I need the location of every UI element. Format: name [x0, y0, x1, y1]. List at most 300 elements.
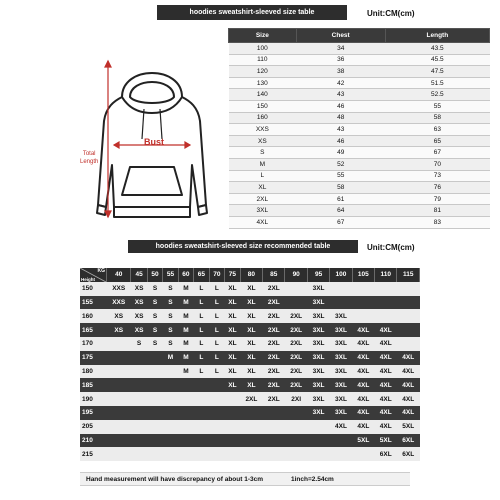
size-recommendation-cell	[352, 309, 374, 323]
weight-header: 105	[352, 268, 374, 282]
weight-header: 70	[209, 268, 224, 282]
size-recommendation-cell: 4XL	[397, 378, 420, 392]
size-recommendation-cell: 2XL	[240, 392, 262, 406]
size-recommendation-cell	[107, 434, 131, 448]
size-table-row	[229, 170, 490, 182]
size-recommendation-cell: 3XL	[307, 282, 329, 296]
size-table-row	[229, 100, 490, 112]
size-recommendation-cell	[107, 406, 131, 420]
size-table	[228, 28, 490, 229]
recommended-row	[80, 434, 420, 448]
size-recommendation-cell: M	[163, 351, 178, 365]
size-recommendation-cell	[375, 309, 397, 323]
size-recommendation-cell	[330, 434, 352, 448]
size-recommendation-cell: XL	[240, 378, 262, 392]
size-recommendation-cell: XL	[225, 365, 241, 379]
size-table-row	[229, 112, 490, 124]
size-recommendation-cell	[107, 378, 131, 392]
size-recommendation-cell: 4XL	[352, 365, 374, 379]
size-cell: 4XL	[229, 216, 297, 228]
size-recommendation-cell: L	[209, 282, 224, 296]
chest-cell: 42	[296, 77, 385, 89]
size-recommendation-cell: 2XL	[285, 351, 307, 365]
size-recommendation-cell	[375, 282, 397, 296]
size-recommendation-cell	[285, 296, 307, 310]
chest-cell: 38	[296, 66, 385, 78]
weight-header: 115	[397, 268, 420, 282]
size-recommendation-cell: 4XL	[375, 392, 397, 406]
size-recommendation-cell	[285, 406, 307, 420]
recommended-row	[80, 337, 420, 351]
size-recommendation-cell	[131, 434, 147, 448]
size-recommendation-cell: 4XL	[330, 420, 352, 434]
chest-cell: 52	[296, 158, 385, 170]
size-recommendation-cell: XXS	[107, 282, 131, 296]
size-recommendation-cell: S	[163, 337, 178, 351]
size-recommendation-cell	[352, 282, 374, 296]
size-recommendation-cell	[147, 392, 162, 406]
size-recommendation-cell	[375, 296, 397, 310]
size-recommendation-cell: 3XL	[307, 337, 329, 351]
size-recommendation-cell	[147, 365, 162, 379]
size-recommendation-cell: 2XL	[263, 378, 285, 392]
size-recommendation-cell	[225, 392, 241, 406]
chest-cell: 58	[296, 182, 385, 194]
size-cell: 160	[229, 112, 297, 124]
size-table-header-row	[229, 29, 490, 43]
height-cell: 215	[80, 447, 107, 461]
chest-cell: 61	[296, 193, 385, 205]
size-recommendation-cell	[240, 434, 262, 448]
size-recommendation-cell	[107, 420, 131, 434]
size-recommendation-cell	[209, 378, 224, 392]
size-recommendation-cell: XL	[225, 296, 241, 310]
size-recommendation-cell: 4XL	[352, 392, 374, 406]
size-recommendation-cell	[397, 323, 420, 337]
recommended-row	[80, 296, 420, 310]
size-recommendation-cell	[194, 447, 209, 461]
corner-cell	[80, 268, 107, 282]
size-recommendation-cell	[263, 434, 285, 448]
size-recommendation-cell	[397, 282, 420, 296]
size-recommendation-cell	[330, 296, 352, 310]
size-recommendation-cell	[147, 378, 162, 392]
size-table-row	[229, 43, 490, 55]
total-length-label	[80, 150, 98, 166]
size-recommendation-cell: 5XL	[375, 434, 397, 448]
size-recommendation-cell: S	[163, 282, 178, 296]
size-table-title: hoodies sweatshirt-sleeved size table	[189, 9, 315, 16]
size-recommendation-cell: M	[178, 282, 193, 296]
size-recommendation-cell	[163, 420, 178, 434]
size-recommendation-cell: 4XL	[397, 351, 420, 365]
chest-cell: 48	[296, 112, 385, 124]
size-recommendation-cell: XS	[131, 309, 147, 323]
size-recommendation-cell: 4XL	[375, 323, 397, 337]
size-recommendation-cell: L	[209, 337, 224, 351]
size-recommendation-cell: XL	[225, 351, 241, 365]
size-table-row	[229, 158, 490, 170]
size-recommendation-cell: 4XL	[397, 406, 420, 420]
length-cell: 52.5	[385, 89, 489, 101]
size-recommendation-cell: 3XL	[330, 309, 352, 323]
chest-cell: 46	[296, 100, 385, 112]
height-cell: 205	[80, 420, 107, 434]
size-recommendation-cell: XL	[225, 337, 241, 351]
footer-note: Hand measurement will have discrepancy of about 1-3cm	[86, 475, 264, 483]
chest-cell: 64	[296, 205, 385, 217]
size-recommendation-cell	[307, 447, 329, 461]
recommended-unit: Unit:CM(cm)	[367, 243, 415, 252]
size-recommendation-cell: 2XL	[263, 337, 285, 351]
size-table-title-bar	[157, 5, 347, 20]
size-recommendation-cell: 3XL	[307, 406, 329, 420]
size-recommendation-cell: 3XL	[330, 337, 352, 351]
size-table-row	[229, 89, 490, 101]
chest-cell: 43	[296, 89, 385, 101]
size-recommendation-cell	[178, 447, 193, 461]
size-recommendation-cell: 2XL	[263, 392, 285, 406]
size-recommendation-cell: 3XL	[330, 406, 352, 420]
size-table-row	[229, 205, 490, 217]
size-recommendation-cell	[307, 420, 329, 434]
height-cell: 155	[80, 296, 107, 310]
chest-cell: 46	[296, 135, 385, 147]
size-recommendation-cell: 6XL	[375, 447, 397, 461]
size-recommendation-cell	[131, 365, 147, 379]
size-table-row	[229, 182, 490, 194]
size-recommendation-cell	[397, 296, 420, 310]
length-cell: 79	[385, 193, 489, 205]
size-recommendation-cell	[107, 447, 131, 461]
footer-note-bar	[80, 472, 410, 486]
size-recommendation-cell: 3XL	[307, 309, 329, 323]
size-recommendation-cell	[147, 420, 162, 434]
size-recommendation-cell	[194, 434, 209, 448]
weight-header: 90	[285, 268, 307, 282]
size-recommendation-cell	[147, 434, 162, 448]
size-cell: 2XL	[229, 193, 297, 205]
size-recommendation-cell: S	[147, 323, 162, 337]
size-recommendation-cell	[163, 447, 178, 461]
size-recommendation-cell: M	[178, 337, 193, 351]
size-recommendation-cell	[263, 420, 285, 434]
size-recommendation-cell: L	[209, 365, 224, 379]
size-recommendation-cell: 2XL	[263, 282, 285, 296]
size-recommendation-cell: XS	[107, 323, 131, 337]
size-recommendation-cell	[209, 447, 224, 461]
length-cell: 67	[385, 147, 489, 159]
weight-header: 110	[375, 268, 397, 282]
height-cell: 160	[80, 309, 107, 323]
size-recommendation-cell: 4XL	[375, 378, 397, 392]
size-recommendation-cell	[163, 365, 178, 379]
size-recommendation-cell: S	[163, 296, 178, 310]
length-cell: 70	[385, 158, 489, 170]
size-recommendation-cell: 3XL	[307, 378, 329, 392]
size-cell: XS	[229, 135, 297, 147]
size-recommendation-cell: XL	[240, 323, 262, 337]
size-table-row	[229, 193, 490, 205]
size-cell: 120	[229, 66, 297, 78]
size-recommendation-cell	[194, 406, 209, 420]
size-recommendation-cell: XL	[225, 309, 241, 323]
size-recommendation-cell: 5XL	[397, 420, 420, 434]
size-recommendation-cell: 4XL	[352, 351, 374, 365]
size-recommendation-cell	[178, 378, 193, 392]
recommended-row	[80, 365, 420, 379]
size-recommendation-cell: 2XL	[285, 337, 307, 351]
size-recommendation-cell	[285, 282, 307, 296]
size-cell: XL	[229, 182, 297, 194]
recommended-table	[80, 268, 420, 461]
size-recommendation-cell: M	[178, 323, 193, 337]
size-cell: 3XL	[229, 205, 297, 217]
weight-header: 100	[330, 268, 352, 282]
size-recommendation-cell: L	[209, 323, 224, 337]
weight-header: 95	[307, 268, 329, 282]
total-length-label-line-2: Length	[80, 159, 99, 165]
size-cell: L	[229, 170, 297, 182]
size-recommendation-cell: 2XL	[263, 309, 285, 323]
size-table-row	[229, 135, 490, 147]
size-cell: 130	[229, 77, 297, 89]
height-cell: 210	[80, 434, 107, 448]
size-recommendation-cell	[131, 406, 147, 420]
length-cell: 55	[385, 100, 489, 112]
size-recommendation-cell: M	[178, 351, 193, 365]
size-recommendation-cell	[131, 351, 147, 365]
height-cell: 170	[80, 337, 107, 351]
size-recommendation-cell: 4XL	[397, 365, 420, 379]
length-cell: 76	[385, 182, 489, 194]
size-recommendation-cell: 4XL	[375, 351, 397, 365]
size-recommendation-cell: 6XL	[397, 447, 420, 461]
size-recommendation-cell	[263, 447, 285, 461]
chest-header: Chest	[296, 29, 385, 43]
size-recommendation-cell	[307, 434, 329, 448]
size-recommendation-cell	[330, 447, 352, 461]
size-recommendation-cell	[194, 420, 209, 434]
size-recommendation-cell: S	[163, 309, 178, 323]
size-recommendation-cell: M	[178, 296, 193, 310]
length-cell: 81	[385, 205, 489, 217]
size-recommendation-cell: 2XL	[285, 365, 307, 379]
size-recommendation-cell: XL	[225, 282, 241, 296]
length-cell: 47.5	[385, 66, 489, 78]
size-recommendation-cell	[285, 420, 307, 434]
size-recommendation-cell: S	[147, 296, 162, 310]
size-recommendation-cell: 3XL	[330, 365, 352, 379]
size-recommendation-cell	[107, 365, 131, 379]
size-cell: XXS	[229, 124, 297, 136]
size-recommendation-cell	[263, 406, 285, 420]
recommended-row	[80, 420, 420, 434]
size-recommendation-cell	[209, 434, 224, 448]
size-recommendation-cell: S	[147, 337, 162, 351]
size-recommendation-cell: XS	[131, 323, 147, 337]
size-recommendation-cell: L	[209, 351, 224, 365]
size-recommendation-cell: XL	[240, 365, 262, 379]
size-table-row	[229, 216, 490, 228]
size-recommendation-cell: 4XL	[352, 323, 374, 337]
height-cell: 150	[80, 282, 107, 296]
recommended-row	[80, 392, 420, 406]
size-recommendation-cell	[209, 420, 224, 434]
size-recommendation-cell: 3XL	[307, 323, 329, 337]
size-recommendation-cell: 2XL	[263, 323, 285, 337]
chest-cell: 49	[296, 147, 385, 159]
size-table-row	[229, 66, 490, 78]
size-recommendation-cell: XL	[225, 378, 241, 392]
size-recommendation-cell	[225, 447, 241, 461]
size-recommendation-cell: 2XL	[285, 323, 307, 337]
size-recommendation-cell: 3XL	[330, 351, 352, 365]
size-recommendation-cell: 4XL	[375, 337, 397, 351]
size-recommendation-cell: 4XL	[352, 406, 374, 420]
height-cell: 175	[80, 351, 107, 365]
size-recommendation-cell: L	[194, 351, 209, 365]
length-cell: 45.5	[385, 54, 489, 66]
weight-header: 75	[225, 268, 241, 282]
size-recommendation-cell	[330, 282, 352, 296]
size-recommendation-cell	[240, 420, 262, 434]
size-recommendation-cell: XL	[240, 309, 262, 323]
size-recommendation-cell	[225, 420, 241, 434]
weight-header: 40	[107, 268, 131, 282]
size-recommendation-cell	[178, 392, 193, 406]
size-recommendation-cell: 4XL	[352, 378, 374, 392]
size-recommendation-cell: 4XL	[352, 337, 374, 351]
size-recommendation-cell	[147, 447, 162, 461]
size-recommendation-cell: 2XL	[285, 309, 307, 323]
height-cell: 190	[80, 392, 107, 406]
size-recommendation-cell: 4XL	[352, 420, 374, 434]
size-recommendation-cell: S	[163, 323, 178, 337]
size-cell: 110	[229, 54, 297, 66]
size-recommendation-cell: XL	[240, 351, 262, 365]
length-cell: 63	[385, 124, 489, 136]
length-cell: 43.5	[385, 43, 489, 55]
weight-header: 50	[147, 268, 162, 282]
length-header: Length	[385, 29, 489, 43]
size-recommendation-cell: 3XL	[330, 378, 352, 392]
size-recommendation-cell: 2XL	[285, 378, 307, 392]
weight-header: 85	[263, 268, 285, 282]
size-recommendation-cell	[352, 296, 374, 310]
chest-cell: 67	[296, 216, 385, 228]
size-cell: M	[229, 158, 297, 170]
corner-kg-label: KG	[97, 268, 105, 274]
size-recommendation-cell: XXS	[107, 296, 131, 310]
size-recommendation-cell: 2XI	[285, 392, 307, 406]
size-recommendation-cell: 2XL	[263, 351, 285, 365]
size-recommendation-cell: XL	[240, 337, 262, 351]
chest-cell: 55	[296, 170, 385, 182]
size-recommendation-cell: 3XL	[307, 296, 329, 310]
recommended-row	[80, 447, 420, 461]
size-recommendation-cell: 5XL	[352, 434, 374, 448]
weight-header: 60	[178, 268, 193, 282]
size-recommendation-cell	[240, 406, 262, 420]
size-recommendation-cell	[225, 406, 241, 420]
size-recommendation-cell: S	[131, 337, 147, 351]
size-recommendation-cell	[147, 406, 162, 420]
length-cell: 58	[385, 112, 489, 124]
recommended-title: hoodies sweatshirt-sleeved size recommended table	[155, 243, 331, 250]
size-cell: 140	[229, 89, 297, 101]
size-recommendation-cell	[163, 392, 178, 406]
size-recommendation-cell	[107, 392, 131, 406]
size-recommendation-cell: 3XL	[307, 365, 329, 379]
size-cell: S	[229, 147, 297, 159]
size-recommendation-cell: 3XL	[307, 392, 329, 406]
hoodie-diagram	[78, 55, 228, 240]
length-cell: 83	[385, 216, 489, 228]
height-cell: 185	[80, 378, 107, 392]
size-recommendation-cell	[107, 337, 131, 351]
size-recommendation-cell: XL	[240, 282, 262, 296]
size-recommendation-cell: L	[194, 323, 209, 337]
size-recommendation-cell	[131, 447, 147, 461]
size-recommendation-cell: S	[147, 309, 162, 323]
bust-label: Bust	[144, 137, 164, 147]
size-recommendation-cell: XL	[225, 323, 241, 337]
size-table-row	[229, 54, 490, 66]
recommended-row	[80, 323, 420, 337]
size-recommendation-cell	[178, 406, 193, 420]
height-cell: 195	[80, 406, 107, 420]
size-recommendation-cell	[240, 447, 262, 461]
size-recommendation-cell: L	[209, 296, 224, 310]
footer-inch: 1inch=2.54cm	[291, 475, 334, 483]
size-recommendation-cell	[131, 392, 147, 406]
weight-header: 65	[194, 268, 209, 282]
size-recommendation-cell	[131, 420, 147, 434]
size-recommendation-cell: 6XL	[397, 434, 420, 448]
size-recommendation-cell	[163, 378, 178, 392]
size-recommendation-cell: 2XL	[263, 296, 285, 310]
chest-cell: 43	[296, 124, 385, 136]
size-recommendation-cell	[194, 392, 209, 406]
corner-height-label: Height	[81, 276, 95, 282]
size-recommendation-cell: 4XL	[397, 392, 420, 406]
size-table-row	[229, 77, 490, 89]
size-recommendation-cell: 3XL	[330, 392, 352, 406]
weight-header: 55	[163, 268, 178, 282]
recommended-header-row	[80, 268, 420, 282]
size-recommendation-cell	[285, 434, 307, 448]
size-table-row	[229, 124, 490, 136]
recommended-row	[80, 378, 420, 392]
size-recommendation-cell	[107, 351, 131, 365]
size-cell: 150	[229, 100, 297, 112]
size-recommendation-cell: 4XL	[375, 365, 397, 379]
size-recommendation-cell	[163, 406, 178, 420]
size-recommendation-cell	[225, 434, 241, 448]
size-recommendation-cell: XS	[107, 309, 131, 323]
size-recommendation-cell: L	[194, 296, 209, 310]
size-recommendation-cell	[397, 309, 420, 323]
size-recommendation-cell	[209, 406, 224, 420]
size-recommendation-cell	[131, 378, 147, 392]
size-recommendation-cell: 3XL	[330, 323, 352, 337]
size-recommendation-cell: L	[209, 309, 224, 323]
size-recommendation-cell: XS	[131, 296, 147, 310]
length-cell: 73	[385, 170, 489, 182]
size-recommendation-cell	[397, 337, 420, 351]
size-recommendation-cell: XL	[240, 296, 262, 310]
